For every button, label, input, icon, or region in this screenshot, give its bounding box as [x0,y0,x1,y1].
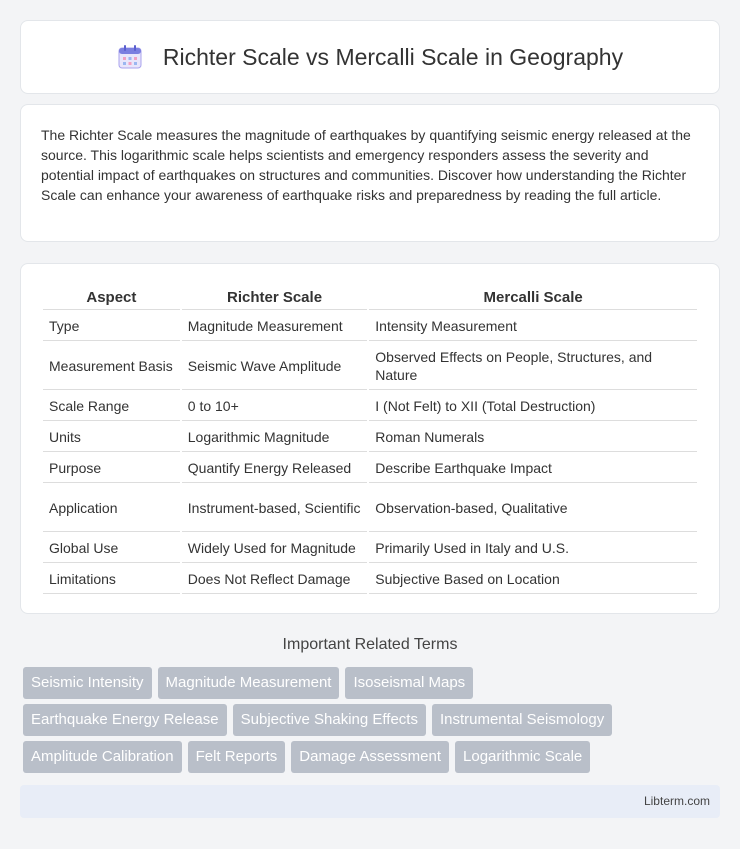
tag-seismic-intensity[interactable]: Seismic Intensity [23,667,152,699]
related-terms-title: Important Related Terms [282,636,458,653]
cell-mercalli: Primarily Used in Italy and U.S. [369,534,697,563]
cell-mercalli: Observation-based, Qualitative [369,485,697,532]
tag-row [23,667,723,699]
cell-aspect: Units [43,423,180,452]
tag-isoseismal-maps[interactable]: Isoseismal Maps [345,667,473,699]
cell-mercalli: Roman Numerals [369,423,697,452]
header-mercalli: Mercalli Scale [369,286,697,310]
cell-richter: Does Not Reflect Damage [182,565,368,594]
cell-mercalli: Observed Effects on People, Structures, and Nature [369,343,697,390]
cell-aspect: Global Use [43,534,180,563]
cell-aspect: Application [43,485,180,532]
comparison-table-card [20,263,720,614]
tag-row [23,704,723,736]
table-row [43,343,697,390]
intro-text: The Richter Scale measures the magnitude of earthquakes by quantifying seismic energy released at the source. This logarithmic scale helps scientists and emergency responders assess the severity and potential impact of earthquakes on structures and communities. Discover how understanding the Richter Scale can enhance your awareness of earthquake risks and preparedness by reading the full article. [41,127,691,203]
cell-aspect: Scale Range [43,392,180,421]
cell-aspect: Purpose [43,454,180,483]
cell-richter: Logarithmic Magnitude [182,423,368,452]
tag-felt-reports[interactable]: Felt Reports [188,741,286,773]
cell-aspect: Type [43,312,180,341]
cell-mercalli: I (Not Felt) to XII (Total Destruction) [369,392,697,421]
cell-richter: 0 to 10+ [182,392,368,421]
tag-magnitude-measurement[interactable]: Magnitude Measurement [158,667,340,699]
footer [20,785,720,818]
tag-damage-assessment[interactable]: Damage Assessment [291,741,449,773]
tag-amplitude-calibration[interactable]: Amplitude Calibration [23,741,182,773]
comparison-table [41,284,699,596]
cell-mercalli: Describe Earthquake Impact [369,454,697,483]
table-row [43,565,697,594]
related-terms-tags [23,667,723,778]
table-row [43,312,697,341]
header-aspect: Aspect [43,286,180,310]
cell-richter: Widely Used for Magnitude [182,534,368,563]
tag-subjective-shaking-effects[interactable]: Subjective Shaking Effects [233,704,426,736]
cell-mercalli: Subjective Based on Location [369,565,697,594]
table-row [43,454,697,483]
tag-logarithmic-scale[interactable]: Logarithmic Scale [455,741,590,773]
tag-instrumental-seismology[interactable]: Instrumental Seismology [432,704,612,736]
cell-richter: Quantify Energy Released [182,454,368,483]
cell-aspect: Limitations [43,565,180,594]
footer-brand-link[interactable]: Libterm.com [643,794,710,808]
table-row [43,534,697,563]
cell-aspect: Measurement Basis [43,343,180,390]
page-title: Richter Scale vs Mercalli Scale in Geography [162,43,624,70]
title-card [20,20,720,94]
intro-card [20,104,720,242]
table-row [43,423,697,452]
cell-richter: Magnitude Measurement [182,312,368,341]
tag-earthquake-energy-release[interactable]: Earthquake Energy Release [23,704,227,736]
table-header-row [43,286,697,310]
table-row [43,392,697,421]
cell-richter: Instrument-based, Scientific [182,485,368,532]
tag-row [23,741,723,773]
cell-mercalli: Intensity Measurement [369,312,697,341]
table-row [43,485,697,532]
cell-richter: Seismic Wave Amplitude [182,343,368,390]
calendar-icon [117,44,143,70]
header-richter: Richter Scale [182,286,368,310]
